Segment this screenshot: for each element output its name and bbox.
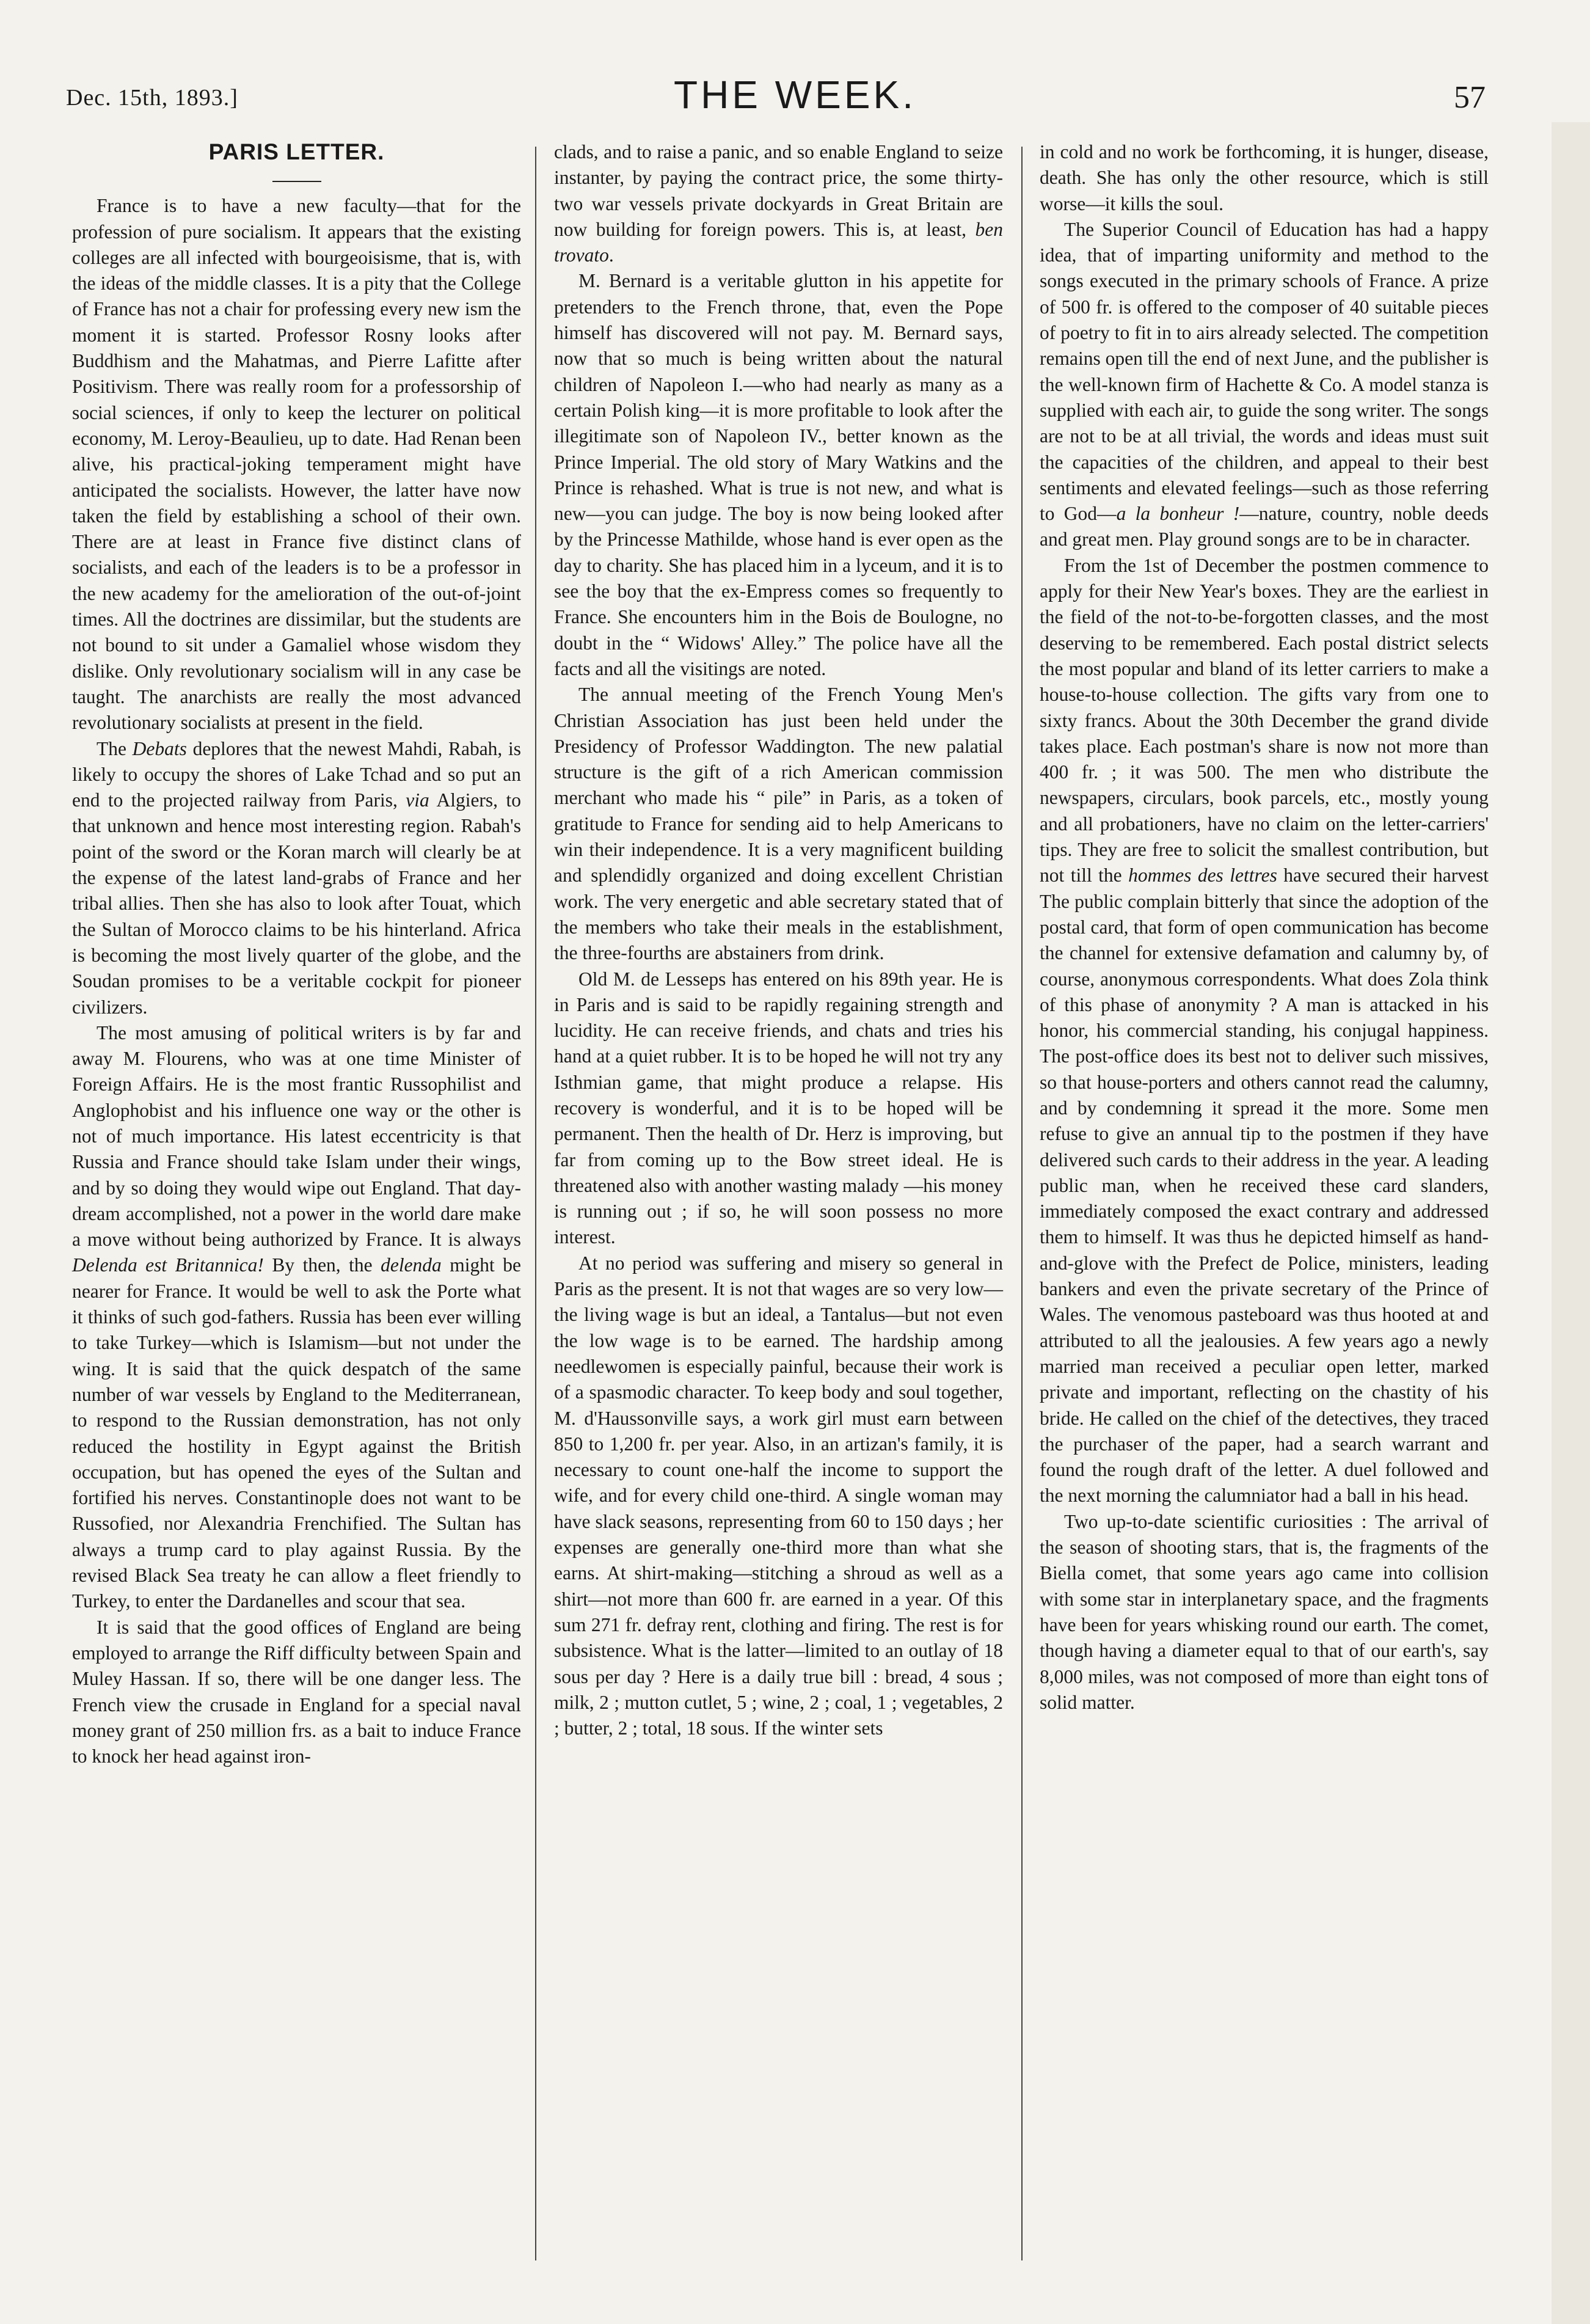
paragraph: France is to have a new faculty—that for the profession of pure socialism. It appears that the existing colleges are all infected with bourgeoisisme, that is, with the ideas of the middle classes. It is a pity that the College of France has not a chair for professing every new ism the moment it is started. Professor Rosny looks after Buddhism and the Mahatmas, and Pierre Lafitte after Positivism. There was really room for a professorship of social sciences, if only to keep the lecturer on political economy, M. Leroy-Beaulieu, up to date. Had Renan been alive, his practical-joking temperament might have anticipated the socialists. However, the latter have now taken the field by establishing a school of their own. There are at least in France five distinct clans of socialists, and each of the leaders is to be a professor in the new academy for the amelioration of the out-of-joint times. All the doctrines are dissimilar, but the students are not bound to sit under a Gamaliel whose wisdom they dislike. Only revolutionary socialism will in any case be taught. The anarchists are really the most advanced revolutionary socialists at present in the field. <box>72 195 521 734</box>
paragraph: From the 1st of December the postmen commence to apply for their New Year's boxes. They are the earliest in the field of the not-to-be-forgotten classes, and the most deserving to be remembered. Each postal district selects the most popular and bland of its letter carriers to make a house-to-house collection. The gifts vary from one to sixty francs. About the 30th December the grand divide takes place. Each postman's share is now not more than 400 fr. ; it was 500. The men who distribute the newspapers, circulars, book parcels, etc., mostly young and all probationers, have no claim on the letter-carriers' tips. They are free to solicit the smallest contribution, but not till the hommes des lettres have secured their harvest The public complain bitterly that since the adoption of the postal card, that form of open communication has become the channel for extensive defamation and calumny by, of course, anonymous correspondents. What does Zola think of this phase of anonymity ? A man is attacked in his honor, his commercial standing, his conjugal happiness. The post-office does its best not to deliver such missives, so that house-porters and others cannot read the calumny, and by condemning it spread it the more. Some men refuse to give an annual tip to the postmen if they have delivered such cards to their address in the year. A leading public man, when he received these card slanders, immediately composed the exact contrary and addressed them to himself. It was thus he depicted himself as hand-and-glove with the Prefect de Police, ministers, leading bankers and even the private secretary of the Prince of Wales. The venomous pasteboard was thus hooted at and attributed to all the jealousies. A few years ago a newly married man received a peculiar open letter, marked private and important, reflecting on the chastity of his bride. He called on the chief of the detectives, they traced the purchaser of the paper, had a search warrant and found the rough draft of the letter. A duel followed and the next morning the calumniator had a ball in his head. <box>1040 554 1489 1507</box>
paragraph: M. Bernard is a veritable glutton in his appetite for pretenders to the French throne, that, even the Pope himself has discovered will not pay. M. Bernard says, now that so much is being written about the natural children of Napoleon I.—who had nearly as many as a certain Polish king—it is more profitable to look after the illegitimate son of Napoleon IV., better known as the Prince Imperial. The old story of Mary Watkins and the Prince is rehashed. What is true is not new, and what is new—you can judge. The boy is now being looked after by the Princesse Mathilde, whose hand is ever open as the day to charity. She has placed him in a lyceum, and it is to see the boy that the ex-Empress comes so frequently to France. She encounters him in the Bois de Boulogne, no doubt in the “ Widows' Alley.” The police have all the facts and all the visitings are noted. <box>554 270 1003 679</box>
column-2 <box>554 139 1003 1741</box>
paragraph: At no period was suffering and misery so general in Paris as the present. It is not that wages are so very low—the living wage is but an ideal, a Tantalus—but not even the low wage is to be earned. The hardship among needlewomen is especially painful, because their work is of a spasmodic character. To keep body and soul together, M. d'Haussonville says, a work girl must earn between 850 to 1,200 fr. per year. Also, in an artizan's family, it is necessary to count one-half the income to support the wife, and for every child one-third. A single woman may have slack seasons, representing from 60 to 150 days ; her expenses are generally one-third more than what she earns. At shirt-making—stitching a shroud as well as a shirt—not more than 600 fr. are earned in a year. Of this sum 271 fr. defray rent, clothing and firing. The rest is for subsistence. What is the latter—limited to an outlay of 18 sous per day ? Here is a daily true bill : bread, 4 sous ; milk, 2 ; mutton cutlet, 5 ; wine, 2 ; coal, 1 ; vegetables, 2 ; butter, 2 ; total, 18 sous. If the winter sets <box>554 1252 1003 1739</box>
page-number: 57 <box>1454 80 1486 115</box>
paragraph: Two up-to-date scientific curiosities : The arrival of the season of shooting stars, that is, the fragments of the Biella comet, that some years ago came into collision with some star in interplanetary space, and the fragments have been for years whisking round our earth. The comet, though having a diameter equal to that of our earth's, say 8,000 miles, was not composed of more than eight tons of solid matter. <box>1040 1510 1489 1713</box>
paragraph: The Superior Council of Education has had a happy idea, that of imparting uniformity and method to the songs executed in the primary schools of France. A prize of 500 fr. is offered to the composer of 40 suitable pieces of poetry to fit in to airs already selected. The competition remains open till the end of next June, and the publisher is the well-known firm of Hachette & Co. A model stanza is supplied with each air, to guide the song writer. The songs are not to be at all trivial, the words and ideas must suit the capacities of the children, and appeal to their best sentiments and elevated feelings—such as those referring to God—a la bonheur !—nature, country, noble deeds and great men. Play ground songs are to be in character. <box>1040 218 1489 550</box>
column-1 <box>72 139 521 1769</box>
paragraph: It is said that the good offices of England are being employed to arrange the Riff difficulty between Spain and Muley Hassan. If so, there will be one danger less. The French view the crusade in England for a special naval money grant of 250 million frs. as a bait to induce France to knock her head against iron- <box>72 1616 521 1767</box>
title-rule <box>272 181 321 182</box>
page-header <box>0 0 1590 141</box>
paragraph: The annual meeting of the French Young Men's Christian Association has just been held under the Presidency of Professor Waddington. The new palatial structure is the gift of a rich American commission merchant who made his “ pile” in Paris, as a token of gratitude to France for sending aid to help Americans to win their independence. It is a very magnificent building and splendidly organized and doing excellent Christian work. The very energetic and able secretary stated that of the members who take their meals in the establishment, the three-fourths are abstainers from drink. <box>554 684 1003 964</box>
article-title: PARIS LETTER. <box>208 139 385 164</box>
paragraph: The most amusing of political writers is by far and away M. Flourens, who was at one time Minister of Foreign Affairs. He is the most frantic Russophilist and Anglophobist and his influence one way or the other is not of much importance. His latest eccentricity is that Russia and France should take Islam under their wings, and by so doing they would wipe out England. That day-dream accomplished, not a power in the world dare make a move without being authorized by France. It is always Delenda est Britannica! By then, the delenda might be nearer for France. It would be well to ask the Porte what it thinks of such god-fathers. Russia has been ever willing to take Turkey—which is Islamism—but not under the wing. It is said that the quick despatch of the same number of war vessels by England to the Mediterranean, to respond to the Russian demonstration, has not only reduced the hostility in Egypt against the British occupation, but has opened the eyes of the Sultan and fortified his nerves. Constantinople does not want to be Russofied, nor Alexandria Frenchified. The Sultan has always a trump card to play against Russia. By the revised Black Sea treaty he can allow a fleet friendly to Turkey, to enter the Dardanelles and scour that sea. <box>72 1021 521 1612</box>
paragraph: clads, and to raise a panic, and so enable England to seize instanter, by paying the contract price, the some thirty-two war vessels private dockyards in Great Britain are now building for foreign powers. This is, at least, ben trovato. <box>554 141 1003 266</box>
paragraph: Old M. de Lesseps has entered on his 89th year. He is in Paris and is said to be rapidly regaining strength and lucidity. He can receive friends, and chats and tries his hand at a quiet rubber. It is to be hoped he will not try any Isthmian game, that might produce a relapse. His recovery is wonderful, and it is to be hoped will be permanent. Then the health of Dr. Herz is improving, but far from coming up to the Bow street ideal. He is threatened also with another wasting malady —his money is running out ; if so, he will soon possess no more interest. <box>554 968 1003 1248</box>
column-rule-left <box>535 147 536 2260</box>
column-3 <box>1040 139 1489 1716</box>
column-rule-right <box>1021 147 1023 2260</box>
paragraph: The Debats deplores that the newest Mahdi, Rabah, is likely to occupy the shores of Lake Tchad and so put an end to the projected railway from Paris, via Algiers, to that unknown and hence most interesting region. Rabah's point of the sword or the Koran march will clearly be at the expense of the latest land-grabs of France and her tribal allies. Then she has also to look after Touat, which the Sultan of Morocco claims to be his hinterland. Africa is becoming the most lively quarter of the globe, and the Soudan promises to be a veritable cockpit for pioneer civilizers. <box>72 737 521 1018</box>
binding-edge <box>1552 122 1590 2324</box>
masthead-title: THE WEEK. <box>673 73 917 117</box>
issue-date: Dec. 15th, 1893.] <box>66 85 238 111</box>
paragraph: in cold and no work be forthcoming, it is hunger, disease, death. She has only the other resource, which is still worse—it kills the soul. <box>1040 141 1489 214</box>
